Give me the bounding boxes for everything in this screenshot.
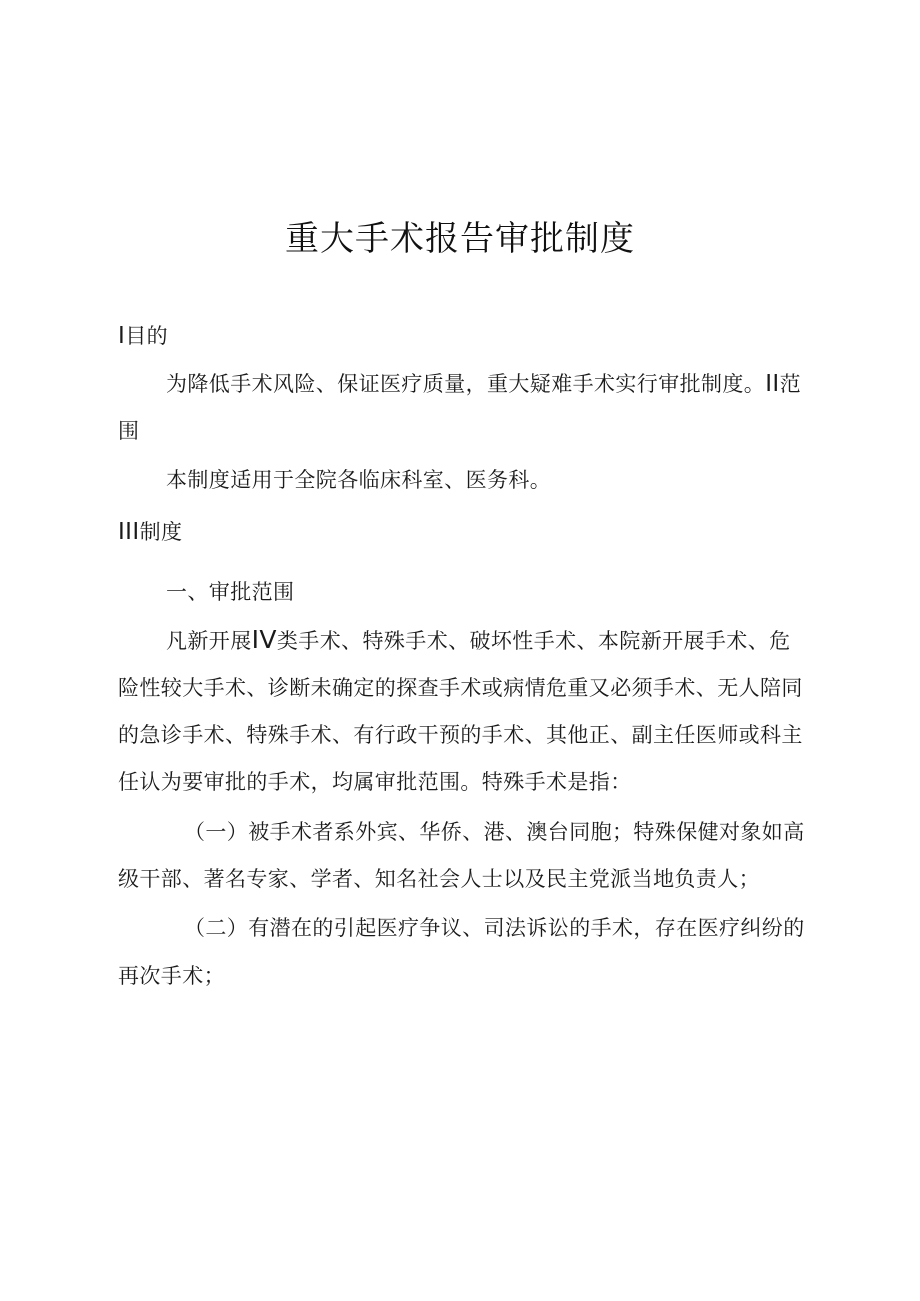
category-number: IV — [251, 625, 277, 654]
section-label: 范 — [779, 372, 801, 396]
paragraph-approval-scope-line1 — [166, 623, 866, 658]
section-heading-purpose — [118, 319, 818, 353]
section-number: II — [765, 371, 780, 397]
list-item-1-line1: （一）被手术者系外宾、华侨、港、澳台同胞；特殊保健对象如高 — [184, 820, 805, 844]
paragraph-approval-scope-line4: 任认为要审批的手术，均属审批范围。特殊手术是指： — [118, 770, 632, 794]
document-title: 重大手术报告审批制度 — [285, 219, 635, 259]
paragraph-approval-scope-line2: 险性较大手术、诊断未确定的探查手术或病情危重又必须手术、无人陪同 — [118, 676, 803, 700]
paragraph-approval-scope-line3: 的急诊手术、特殊手术、有行政干预的手术、其他正、副主任医师或科主 — [118, 723, 803, 747]
section-number: III — [118, 519, 140, 545]
section-heading-system — [118, 515, 818, 549]
list-item-2-line1: （二）有潜在的引起医疗争议、司法诉讼的手术，存在医疗纠纷的 — [184, 916, 805, 940]
section-label: 目的 — [125, 324, 168, 348]
paragraph-text: 为降低手术风险、保证医疗质量，重大疑难手术实行审批制度。 — [166, 372, 766, 396]
subsection-heading: 一、审批范围 — [166, 580, 295, 604]
paragraph-scope: 本制度适用于全院各临床科室、医务科。 — [166, 468, 552, 492]
section-label-continued: 围 — [118, 419, 140, 443]
list-item-1-line2: 级干部、著名专家、学者、知名社会人士以及民主党派当地负责人； — [118, 867, 760, 891]
section-label: 制度 — [139, 520, 183, 544]
text-run: 类手术、特殊手术、破坏性手术、本院新开展手术、危 — [276, 629, 791, 653]
text-run: 凡新开展 — [166, 629, 252, 653]
paragraph-purpose — [166, 367, 866, 401]
section-number: I — [118, 323, 126, 349]
list-item-2-line2: 再次手术； — [118, 964, 225, 988]
